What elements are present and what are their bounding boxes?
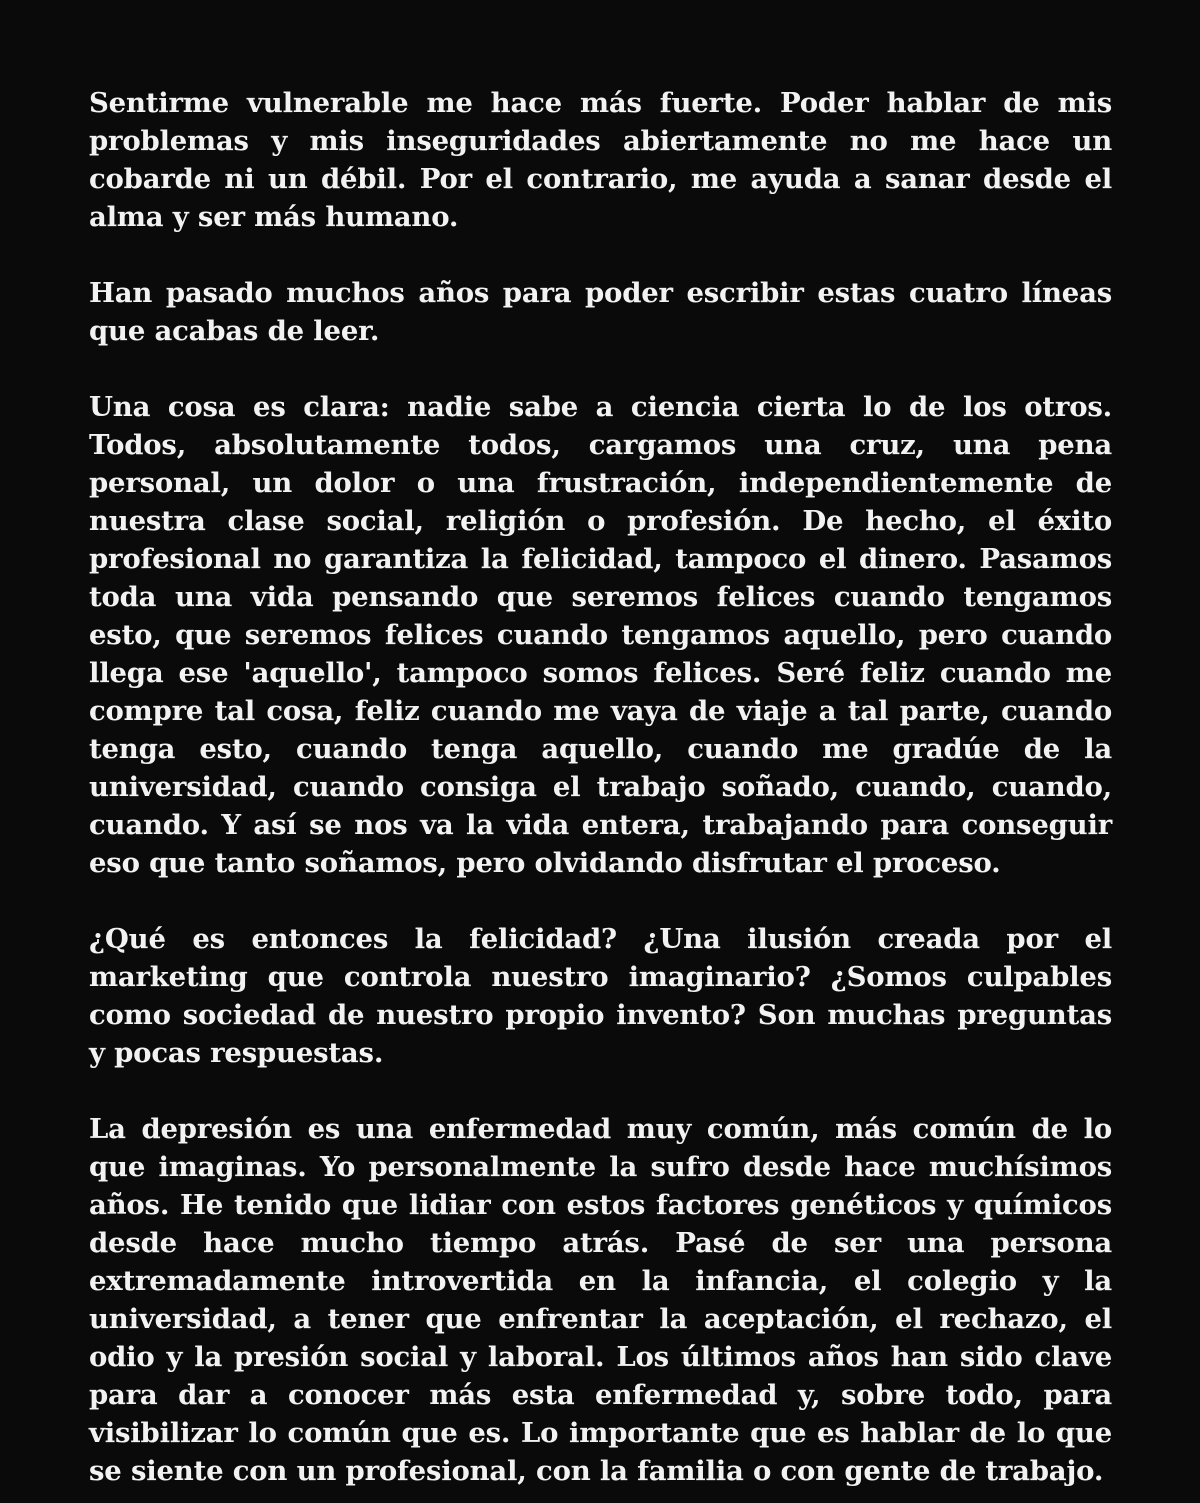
paragraph-years: Han pasado muchos años para poder escribir estas cuatro líneas que acabas de leer. <box>89 277 1112 347</box>
paragraph-depression: La depresión es una enfermedad muy común, más común de lo que imaginas. Yo personalmente la sufro desde hace muchísimos años. He tenido que lidiar con estos factores genéticos y químicos desde hace mucho tiempo atrás. Pasé de ser una persona extremadamente introvertida en la infancia, el colegio y la universidad, a tener que enfrentar la aceptación, el rechazo, el odio y la presión social y laboral. Los últimos años han sido clave para dar a conocer más esta enfermedad y, sobre todo, para visibilizar lo común que es. Lo importante que es hablar de lo que se siente con un profesional, con la familia o con gente de trabajo. <box>89 1113 1112 1487</box>
paragraph-happiness: Una cosa es clara: nadie sabe a ciencia cierta lo de los otros. Todos, absolutamente todos, cargamos una cruz, una pena personal, un dolor o una frustración, independientemente de nuestra clase social, religión o profesión. De hecho, el éxito profesional no garantiza la felicidad, tampoco el dinero. Pasamos toda una vida pensando que seremos felices cuando tengamos esto, que seremos felices cuando tengamos aquello, pero cuando llega ese 'aquello', tampoco somos felices. Seré feliz cuando me compre tal cosa, feliz cuando me vaya de viaje a tal parte, cuando tenga esto, cuando tenga aquello, cuando me gradúe de la universidad, cuando consiga el trabajo soñado, cuando, cuando, cuando. Y así se nos va la vida entera, trabajando para conseguir eso que tanto soñamos, pero olvidando disfrutar el proceso. <box>89 391 1112 879</box>
paragraph-vulnerability: Sentirme vulnerable me hace más fuerte. Poder hablar de mis problemas y mis inseguridades abiertamente no me hace un cobarde ni un débil. Por el contrario, me ayuda a sanar desde el alma y ser más humano. <box>89 87 1112 233</box>
statement-text <box>89 84 1112 1490</box>
paragraph-questions: ¿Qué es entonces la felicidad? ¿Una ilusión creada por el marketing que controla nuestro imaginario? ¿Somos culpables como sociedad de nuestro propio invento? Son muchas preguntas y pocas respuestas. <box>89 923 1112 1069</box>
